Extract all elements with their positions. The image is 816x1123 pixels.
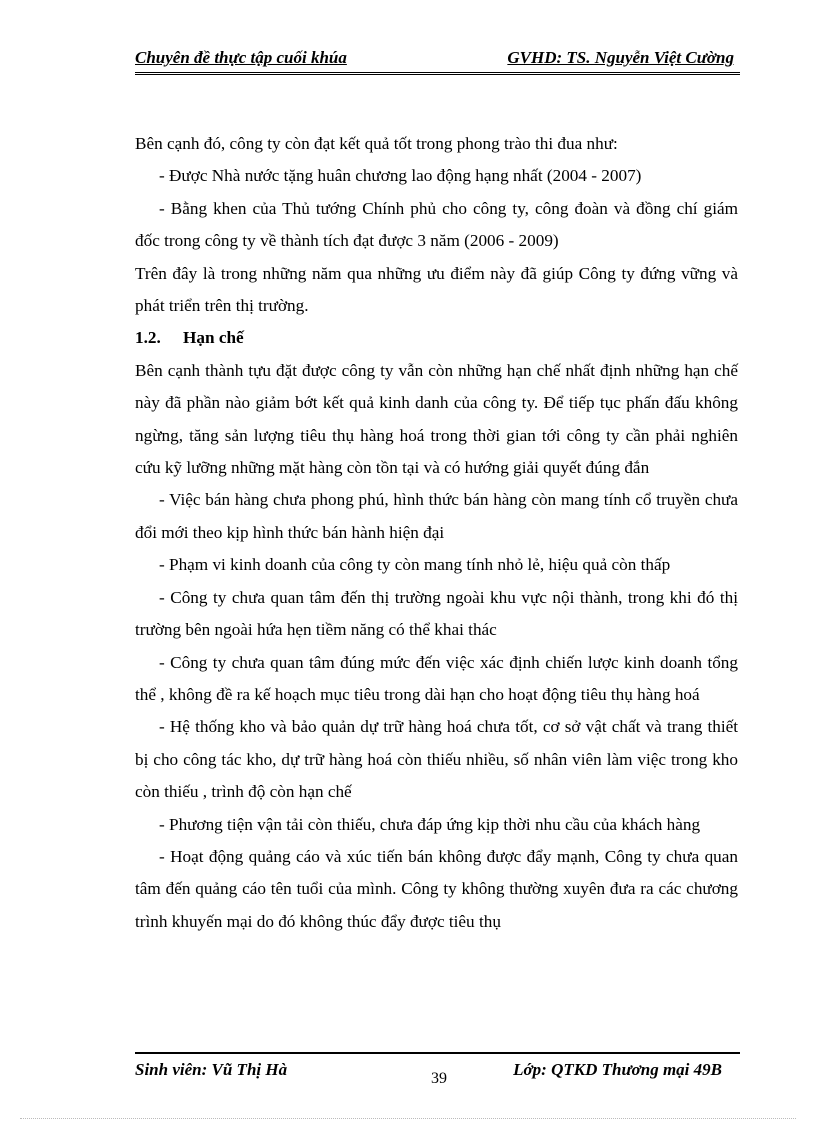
- page-header: [135, 46, 740, 75]
- paragraph: Trên đây là trong những năm qua những ưu điểm này đã giúp Công ty đứng vững và phát triển trên thị trường.: [135, 263, 738, 316]
- header-right-advisor: GVHD: TS. Nguyễn Việt Cường: [507, 48, 734, 67]
- paragraph: Bên cạnh thành tựu đặt được công ty vẫn còn những hạn chế nhất định những hạn chế này đã phần nào giảm bớt kết quả kinh danh của công ty. Để tiếp tục phấn đấu không ngừng, tăng sản lượng tiêu thụ hàng hoá trong thời gian tới công ty cần phải nghiên cứu kỹ lưỡng những mặt hàng còn tồn tại và có hướng giải quyết đúng đắn: [135, 360, 738, 478]
- list-item: - Được Nhà nước tặng huân chương lao động hạng nhất (2004 - 2007): [159, 166, 642, 186]
- document-body: [135, 128, 738, 938]
- footer-student: Sinh viên: Vũ Thị Hà: [135, 1060, 288, 1079]
- footer-class: Lớp: QTKD Thương mại 49B: [513, 1060, 722, 1079]
- section-title: Hạn chế: [183, 328, 244, 348]
- list-item: - Hệ thống kho và bảo quản dự trữ hàng hoá chưa tốt, cơ sở vật chất và trang thiết bị cho công tác kho, dự trữ hàng hoá còn thiếu nhiều, số nhân viên làm việc trong kho còn thiếu , trình độ còn hạn chế: [135, 717, 738, 802]
- list-item: - Bằng khen của Thủ tướng Chính phủ cho công ty, công đoàn và đồng chí giám đốc trong công ty về thành tích đạt được 3 năm (2006 - 2009): [135, 198, 738, 251]
- header-left-title: Chuyên đề thực tập cuối khúa: [135, 48, 347, 67]
- page-bottom-divider: [20, 1118, 796, 1119]
- section-heading: [135, 322, 738, 354]
- paragraph: Bên cạnh đó, công ty còn đạt kết quả tốt trong phong trào thi đua như:: [135, 134, 618, 153]
- list-item: - Phạm vi kinh doanh của công ty còn mang tính nhỏ lẻ, hiệu quả còn thấp: [159, 555, 671, 575]
- list-item: - Phương tiện vận tải còn thiếu, chưa đáp ứng kịp thời nhu cầu của khách hàng: [159, 814, 701, 834]
- list-item: - Công ty chưa quan tâm đến thị trường ngoài khu vực nội thành, trong khi đó thị trường bên ngoài hứa hẹn tiềm năng có thể khai thác: [135, 587, 738, 640]
- list-item: - Việc bán hàng chưa phong phú, hình thức bán hàng còn mang tính cổ truyền chưa đổi mới theo kịp hình thức bán hành hiện đại: [135, 490, 738, 542]
- list-item: - Công ty chưa quan tâm đúng mức đến việc xác định chiến lược kinh doanh tổng thể , không đề ra kế hoạch mục tiêu trong dài hạn cho hoạt động tiêu thụ hàng hoá: [135, 652, 738, 704]
- page-footer: [135, 1052, 740, 1087]
- section-number: 1.2.: [135, 328, 161, 348]
- list-item: - Hoạt động quảng cáo và xúc tiến bán không được đẩy mạnh, Công ty chưa quan tâm đến quảng cáo tên tuổi của mình. Công ty không thường xuyên đưa ra các chương trình khuyến mại do đó không thúc đẩy được tiêu thụ: [135, 846, 738, 931]
- page-number: 39: [431, 1070, 447, 1087]
